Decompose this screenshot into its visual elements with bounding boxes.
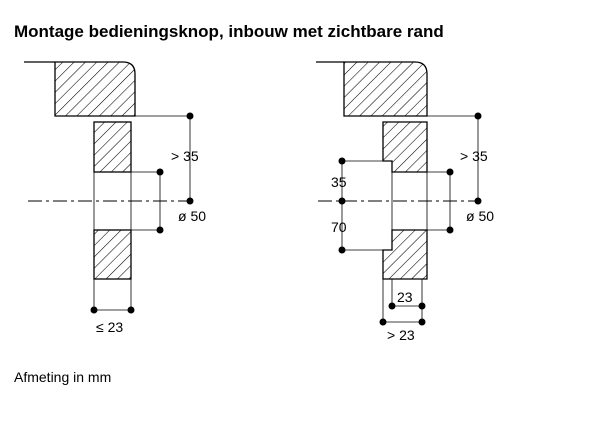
dimension-dot bbox=[339, 158, 346, 165]
worktop-block bbox=[55, 62, 135, 116]
left-diagram bbox=[24, 62, 206, 335]
wall-upper bbox=[94, 122, 131, 172]
page-title: Montage bedieningsknop, inbouw met zichtbare rand bbox=[14, 22, 444, 41]
dimension-dot bbox=[447, 227, 454, 234]
dimension-label-outer: > 23 bbox=[387, 327, 415, 343]
units-caption: Afmeting in mm bbox=[14, 369, 112, 385]
dimension-dot bbox=[157, 227, 164, 234]
dimension-label-height: > 35 bbox=[171, 148, 199, 164]
dimension-label-height: > 35 bbox=[460, 148, 488, 164]
worktop-block bbox=[344, 62, 427, 116]
right-diagram bbox=[316, 62, 494, 343]
wall-lower bbox=[383, 230, 427, 279]
dimension-dot bbox=[389, 303, 396, 310]
dimension-dot bbox=[128, 307, 135, 314]
dimension-dot bbox=[187, 198, 194, 205]
dimension-dot bbox=[187, 113, 194, 120]
dimension-dot bbox=[380, 319, 387, 326]
wall-upper bbox=[383, 122, 427, 172]
dimension-dot bbox=[475, 198, 482, 205]
dimension-label-inner: 23 bbox=[397, 289, 413, 305]
dimension-label-diameter: ø 50 bbox=[466, 208, 495, 224]
dimension-dot bbox=[419, 303, 426, 310]
dimension-dot bbox=[91, 307, 98, 314]
dimension-label-thickness: ≤ 23 bbox=[96, 319, 124, 335]
dimension-dot bbox=[339, 247, 346, 254]
dimension-dot bbox=[157, 169, 164, 176]
dimension-dot bbox=[419, 319, 426, 326]
dimension-label-diameter: ø 50 bbox=[178, 208, 207, 224]
wall-lower bbox=[94, 230, 131, 279]
dimension-label-lower: 70 bbox=[331, 219, 347, 235]
dimension-dot bbox=[447, 169, 454, 176]
dimension-dot bbox=[475, 113, 482, 120]
dimension-dot bbox=[339, 198, 346, 205]
dimension-label-upper: 35 bbox=[331, 174, 347, 190]
